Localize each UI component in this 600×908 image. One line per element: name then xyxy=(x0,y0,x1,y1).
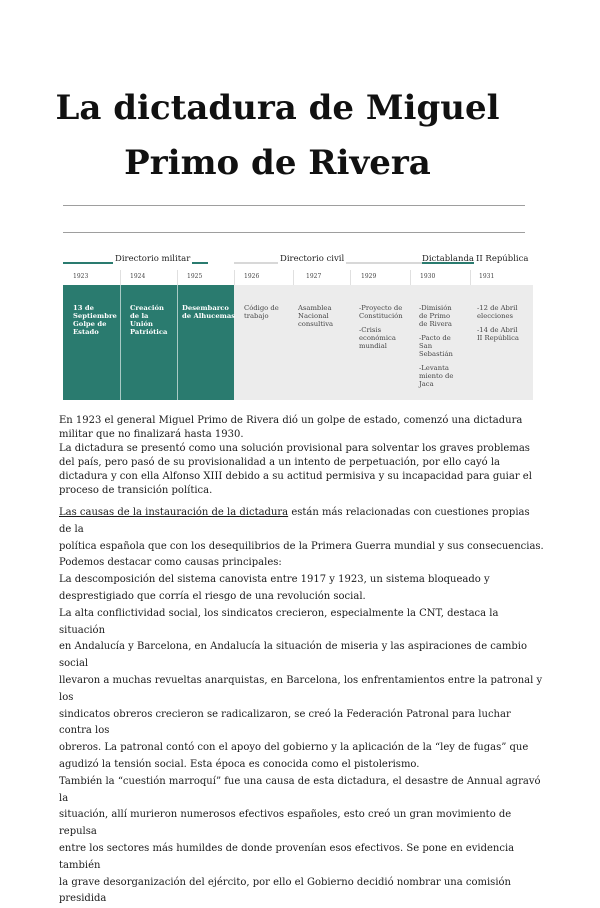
page-title-line-2: Primo de Rivera xyxy=(124,143,431,183)
timeline-years xyxy=(63,270,533,285)
text-fragment: están más relacionadas con cuestiones propias de la xyxy=(59,507,530,535)
intro-paragraph xyxy=(59,414,544,498)
divider-top xyxy=(63,205,525,206)
year-separator xyxy=(293,270,294,285)
year-separator xyxy=(470,270,471,285)
year-label: 1929 xyxy=(361,273,377,280)
text-line: proceso de transición política. xyxy=(59,485,213,496)
year-separator xyxy=(350,270,351,285)
text-line: Podemos destacar como causas principales: xyxy=(59,557,282,569)
text-line: desprestigiado que corría el riesgo de una revolución social. xyxy=(59,590,366,602)
timeline-figure xyxy=(63,254,533,400)
text-line: del país, pero pasó de su provisionalidad a un intento de perpetuación, por ello cayó la xyxy=(59,457,500,468)
event-ii-republica: -12 de Abril elecciones -14 de Abril II República xyxy=(477,304,519,342)
divider-bottom xyxy=(63,232,525,233)
text-line: política española que con los desequilibrios de la Primera Guerra mundial y sus consecuencias. xyxy=(59,540,544,552)
period-directorio-militar: Directorio militar xyxy=(115,254,191,264)
text-line: agudizó la tensión social. Esta época es conocida como el pistolerismo. xyxy=(59,758,420,770)
event-proyecto-constitucion: -Proyecto de Constitución -Crisis económica mundial xyxy=(359,304,403,350)
text-line: La descomposición del sistema canovista entre 1917 y 1923, un sistema bloqueado y xyxy=(59,574,490,586)
text-line: En 1923 el general Miguel Primo de Rivera dió un golpe de estado, comenzó una dictadura xyxy=(59,415,523,426)
year-separator xyxy=(234,270,235,285)
text-line: También la “cuestión marroquí” fue una causa de esta dictadura, el desastre de Annual agravó la xyxy=(59,775,541,804)
text-line: dictadura y con ella Alfonso XIII debido a su actitud permisiva y su incapacidad para guiar el xyxy=(59,471,532,482)
year-separator xyxy=(120,270,121,285)
event-golpe-de-estado: 13 de Septiembre Golpe de Estado xyxy=(73,304,117,336)
year-label: 1923 xyxy=(73,273,89,280)
page-title-line-1: La dictadura de Miguel xyxy=(55,88,500,128)
text-line xyxy=(59,505,544,539)
year-label: 1930 xyxy=(420,273,436,280)
text-line: entre los sectores más humildes de donde provenían esos efectivos. Se pone en evidencia también xyxy=(59,842,515,871)
period-dictablanda: Dictablanda xyxy=(422,254,474,264)
event-union-patriotica: Creación de la Unión Patriótica xyxy=(130,304,168,336)
year-label: 1926 xyxy=(244,273,260,280)
year-label: 1931 xyxy=(479,273,495,280)
text-line: La alta conflictividad social, los sindicatos crecieron, especialmente la CNT, destaca la situación xyxy=(59,607,499,636)
year-separator xyxy=(410,270,411,285)
event-desembarco-alhucemas: Desembarco de Alhucemas xyxy=(182,304,236,320)
text-line: obreros. La patronal contó con el apoyo del gobierno y la aplicación de la “ley de fugas” que xyxy=(59,742,529,754)
event-dimision-primo: -Dimisión de Primo de Rivera -Pacto de San Sebastián -Levanta miento de Jaca xyxy=(419,304,454,388)
event-codigo-trabajo: Código de trabajo xyxy=(244,304,279,320)
period-ii-republica: II República xyxy=(476,254,529,264)
year-label: 1924 xyxy=(130,273,146,280)
year-separator xyxy=(177,270,178,285)
period-directorio-civil: Directorio civil xyxy=(280,254,345,264)
column-separator xyxy=(177,285,178,400)
text-line: militar que no finalizará hasta 1930. xyxy=(59,429,244,440)
year-label: 1925 xyxy=(187,273,203,280)
text-line: en Andalucía y Barcelona, en Andalucía la situación de miseria y las aspiraciones de cambio social xyxy=(59,641,527,670)
text-line: La dictadura se presentó como una solución provisional para solventar los graves problemas xyxy=(59,443,530,454)
year-label: 1927 xyxy=(306,273,322,280)
event-asamblea-nacional: Asamblea Nacional consultiva xyxy=(298,304,334,328)
timeline-military-block xyxy=(63,285,234,400)
causes-link[interactable]: Las causas de la instauración de la dictadura xyxy=(59,507,289,518)
text-line: la grave desorganización del ejército, por ello el Gobierno decidió nombrar una comisión presidida xyxy=(59,876,511,905)
column-separator xyxy=(120,285,121,400)
text-line: sindicatos obreros crecieron se radicalizaron, se creó la Federación Patronal para luchar contra los xyxy=(59,708,511,737)
text-line: situación, allí murieron numerosos efectivos españoles, esto creó un gran movimiento de repulsa xyxy=(59,809,512,838)
text-line: llevaron a muchas revueltas anarquistas, en Barcelona, los enfrentamientos entre la patronal y los xyxy=(59,674,543,703)
